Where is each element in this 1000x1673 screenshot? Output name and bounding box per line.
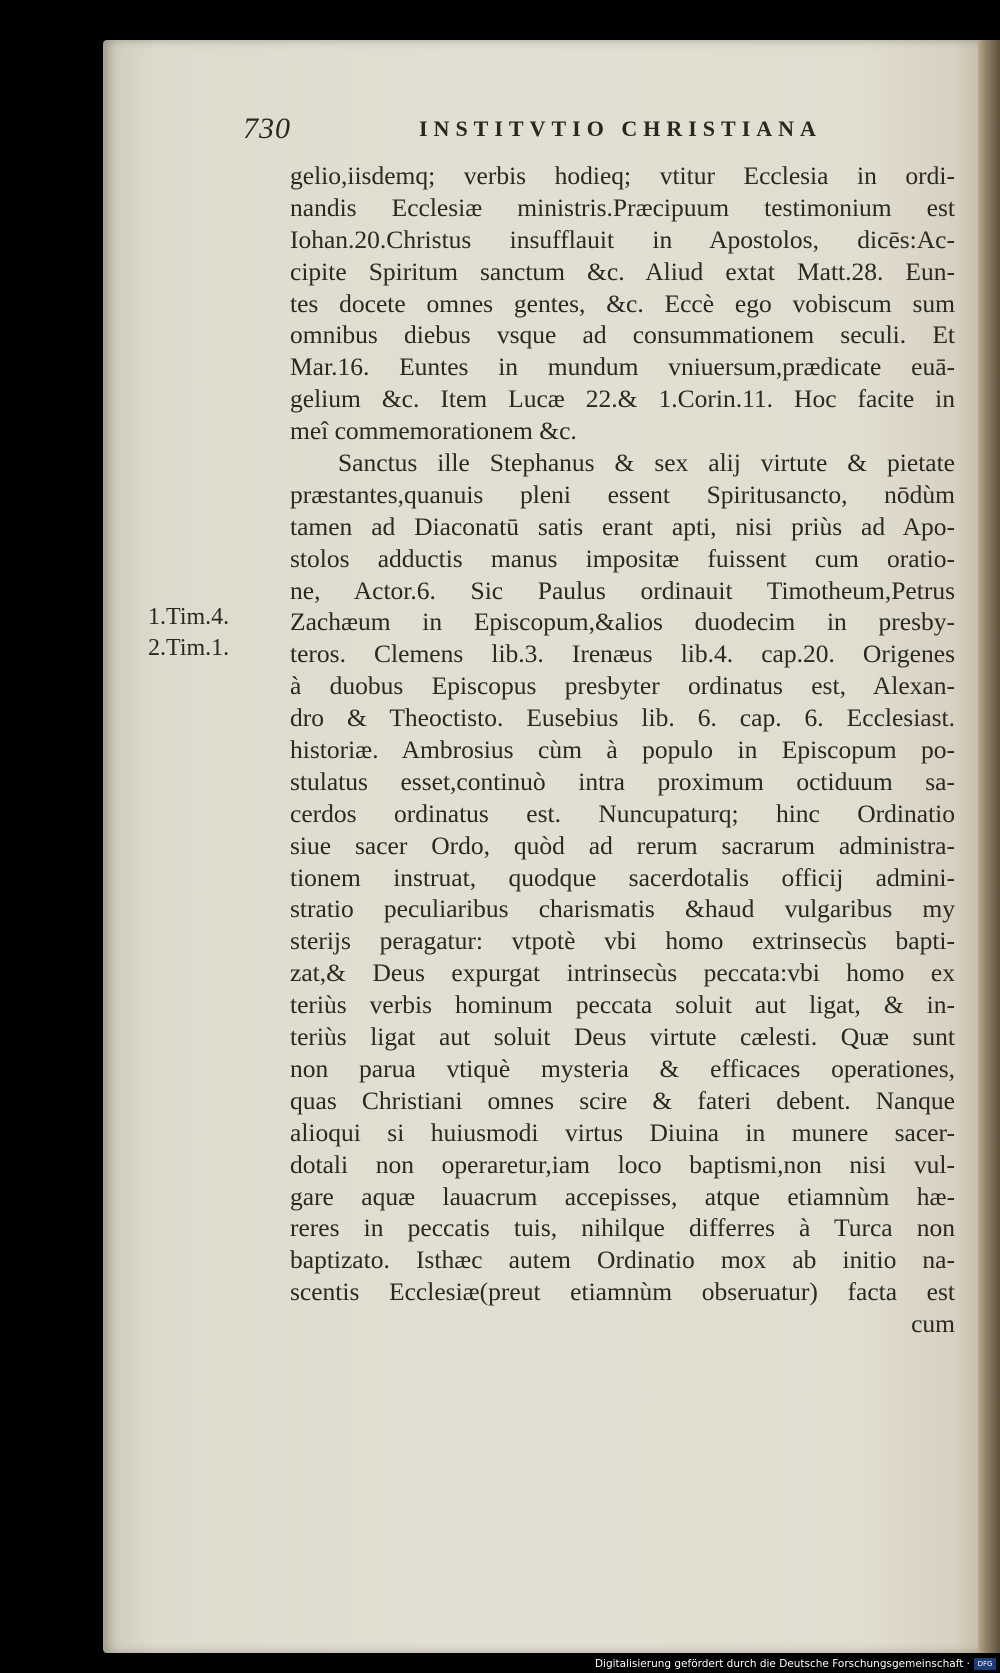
page-number: 730 xyxy=(243,112,291,145)
catchword: cum xyxy=(911,1309,955,1339)
text-line: gare aquæ lauacrum accepisses, atque etiamnùm hæ- xyxy=(290,1181,955,1211)
footer-bar xyxy=(0,1653,1000,1673)
body-text xyxy=(290,160,955,1340)
text-line: Iohan.20.Christus insufflauit in Apostolos, dicēs:Ac- xyxy=(290,224,955,254)
text-line: stratio peculiaribus charismatis &haud vulgaribus my xyxy=(290,894,955,924)
text-line: scentis Ecclesiæ(preut etiamnùm obseruatur) facta est xyxy=(290,1277,955,1307)
text-line: siue sacer Ordo, quòd ad rerum sacrarum administra- xyxy=(290,830,955,860)
text-line: nandis Ecclesiæ ministris.Præcipuum testimonium est xyxy=(290,192,955,222)
text-line: teros. Clemens lib.3. Irenæus lib.4. cap.20. Origenes xyxy=(290,639,955,669)
running-head: INSTITVTIO CHRISTIANA xyxy=(419,116,822,141)
digitization-credit: Digitalisierung gefördert durch die Deutsche Forschungsgemeinschaft · xyxy=(594,1658,970,1670)
text-line: dro & Theoctisto. Eusebius lib. 6. cap. 6. Ecclesiast. xyxy=(290,703,955,733)
page-edge xyxy=(978,40,1000,1653)
text-line: dotali non operaretur,iam loco baptismi,non nisi vul- xyxy=(290,1149,955,1179)
text-line: sterijs peragatur: vtpotè vbi homo extrinsecùs bapti- xyxy=(290,926,955,956)
dfg-logo: DFG xyxy=(974,1658,996,1670)
text-line: zat,& Deus expurgat intrinsecùs peccata:vbi homo ex xyxy=(290,958,955,988)
text-line: ne, Actor.6. Sic Paulus ordinauit Timotheum,Petrus xyxy=(290,575,955,605)
text-line: historiæ. Ambrosius cùm à populo in Episcopum po- xyxy=(290,735,955,765)
text-line: stulatus esset,continuò intra proximum octiduum sa- xyxy=(290,766,955,796)
text-line: teriùs ligat aut soluit Deus virtute cælesti. Quæ sunt xyxy=(290,1022,955,1052)
text-line: gelium &c. Item Lucæ 22.& 1.Corin.11. Hoc facite in xyxy=(290,384,955,414)
text-line: à duobus Episcopus presbyter ordinatus est, Alexan- xyxy=(290,671,955,701)
text-line: omnibus diebus vsque ad consummationem seculi. Et xyxy=(290,320,955,350)
marginal-note: 2.Tim.1. xyxy=(148,635,230,661)
text-line: baptizato. Isthæc autem Ordinatio mox ab initio na- xyxy=(290,1245,955,1275)
text-line: tionem instruat, quodque sacerdotalis officij admini- xyxy=(290,862,955,892)
text-line: gelio,iisdemq; verbis hodieq; vtitur Ecclesia in ordi- xyxy=(290,161,955,190)
marginal-note: 1.Tim.4. xyxy=(148,604,230,630)
text-line: cipite Spiritum sanctum &c. Aliud extat Matt.28. Eun- xyxy=(290,256,955,286)
text-line: cerdos ordinatus est. Nuncupaturq; hinc Ordinatio xyxy=(290,798,955,828)
text-line: quas Christiani omnes scire & fateri debent. Nanque xyxy=(290,1085,955,1115)
text-line: teriùs verbis hominum peccata soluit aut ligat, & in- xyxy=(290,990,955,1020)
text-line: Mar.16. Euntes in mundum vniuersum,prædicate euā- xyxy=(290,352,955,382)
text-line: tamen ad Diaconatū satis erant apti, nisi priùs ad Apo- xyxy=(290,511,955,541)
text-line: Sanctus ille Stephanus & sex alij virtute & pietate xyxy=(338,448,955,478)
text-line: stolos adductis manus impositæ fuissent cum oratio- xyxy=(290,543,955,573)
text-line: tes docete omnes gentes, &c. Eccè ego vobiscum sum xyxy=(290,288,955,318)
text-line: alioqui si huiusmodi virtus Diuina in munere sacer- xyxy=(290,1117,955,1147)
page-header xyxy=(243,112,963,152)
text-line: reres in peccatis tuis, nihilque differres à Turca non xyxy=(290,1213,955,1243)
text-line: præstantes,quanuis pleni essent Spiritusancto, nōdùm xyxy=(290,479,955,509)
marginal-notes xyxy=(148,602,278,664)
text-line: meî commemorationem &c. xyxy=(290,416,577,446)
text-line: non parua vtiquè mysteria & efficaces operationes, xyxy=(290,1053,955,1083)
text-line: Zachæum in Episcopum,&alios duodecim in presby- xyxy=(290,607,955,637)
